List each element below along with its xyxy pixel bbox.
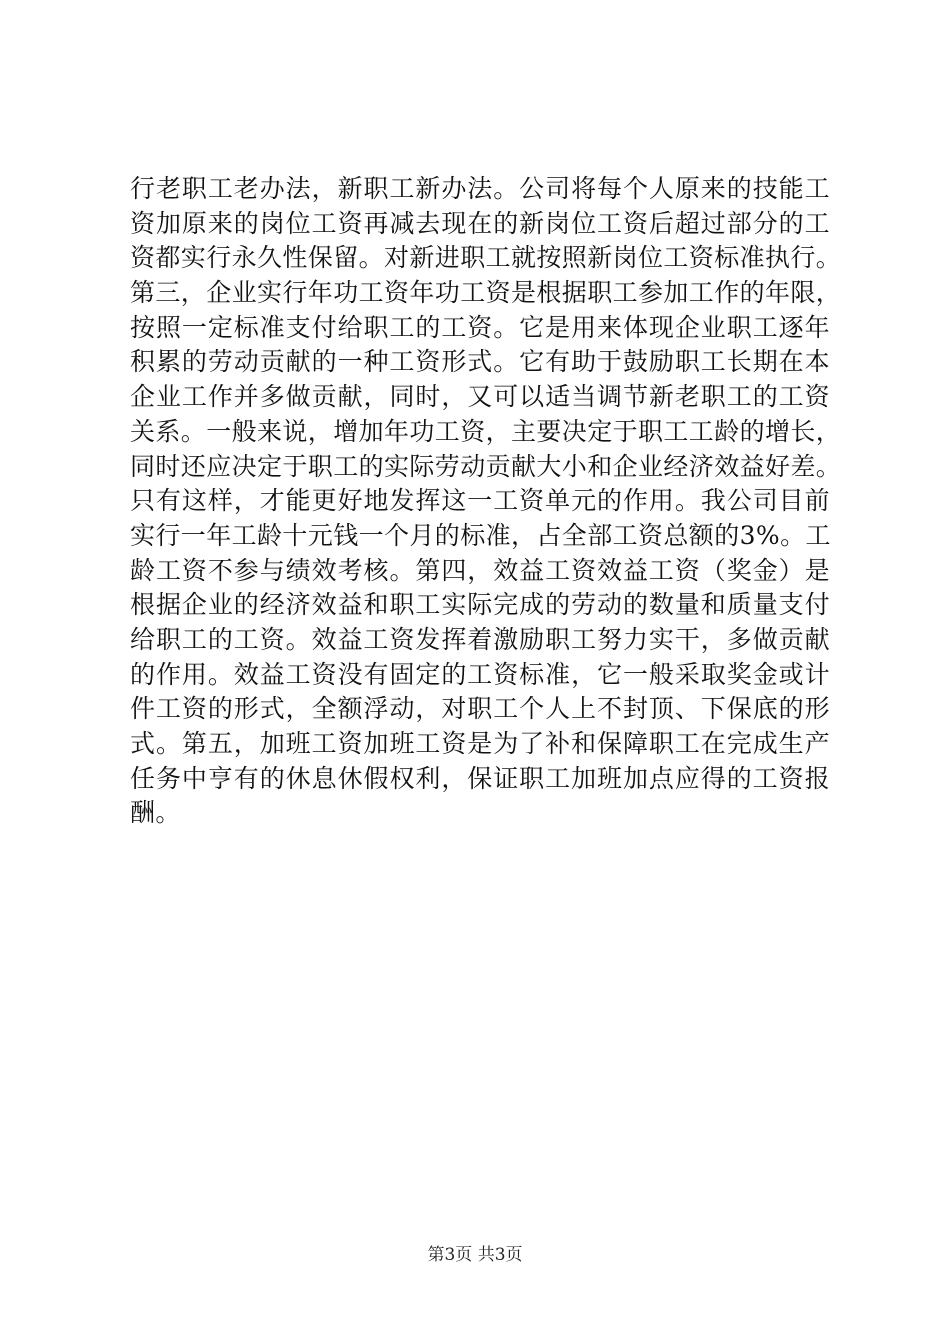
paragraph-line: 按照一定标准支付给职工的工资。它是用来体现企业职工逐年 [130,312,830,342]
page-number-footer: 第3页 共3页 [427,1245,523,1265]
paragraph-line: 资都实行永久性保留。对新进职工就按照新岗位工资标准执行。 [130,243,842,273]
paragraph-line: 龄工资不参与绩效考核。第四，效益工资效益工资（奖金）是 [130,555,830,585]
paragraph-line: 资加原来的岗位工资再减去现在的新岗位工资后超过部分的工 [130,208,830,238]
paragraph-line: 第三，企业实行年功工资年功工资是根据职工参加工作的年限， [130,278,842,308]
paragraph-line: 根据企业的经济效益和职工实际完成的劳动的数量和质量支付 [130,590,830,620]
paragraph-line: 行老职工老办法，新职工新办法。公司将每个人原来的技能工 [130,174,830,203]
paragraph-line: 给职工的工资。效益工资发挥着激励职工努力实干，多做贡献 [130,624,830,654]
paragraph-line: 式。第五，加班工资加班工资是为了补和保障职工在完成生产 [130,729,830,758]
paragraph-line: 件工资的形式，全额浮动，对职工个人上不封顶、下保底的形 [130,694,830,724]
paragraph-line: 企业工作并多做贡献，同时，又可以适当调节新老职工的工资 [130,382,830,412]
paragraph-line: 关系。一般来说，增加年功工资，主要决定于职工工龄的增长， [130,416,842,446]
paragraph-line: 只有这样，才能更好地发挥这一工资单元的作用。我公司目前 [130,486,830,516]
paragraph-line-last: 酬。 [130,798,181,828]
paragraph-line: 的作用。效益工资没有固定的工资标准，它一般采取奖金或计 [130,659,830,689]
paragraph-line: 实行一年工龄十元钱一个月的标准，占全部工资总额的3%。工 [130,520,831,550]
paragraph-line: 任务中亨有的休息休假权利，保证职工加班加点应得的工资报 [130,763,830,793]
body-paragraph [130,172,842,831]
paragraph-line: 积累的劳动贡献的一种工资形式。它有助于鼓励职工长期在本 [130,347,830,377]
paragraph-line: 同时还应决定于职工的实际劳动贡献大小和企业经济效益好差。 [130,451,842,481]
